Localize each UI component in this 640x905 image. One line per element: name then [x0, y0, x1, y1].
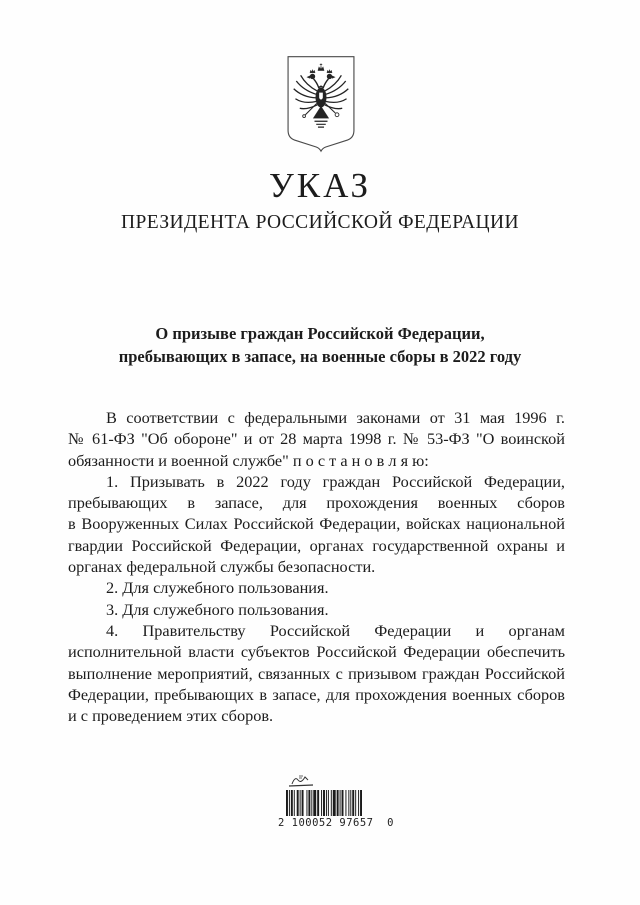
- body-line: 4. Правительству Российской Федерации и органам: [106, 620, 565, 640]
- body-line: 3. Для служебного пользования.: [106, 599, 329, 619]
- body-line: исполнительной власти субъектов Российской Федерации обеспечить: [68, 642, 565, 662]
- barcode-digits: 2 100052 97657 0: [278, 817, 394, 829]
- handwritten-mark-icon: [286, 772, 318, 790]
- body-line: органах федеральной службы безопасности.: [68, 557, 376, 577]
- body-line: В соответствии с федеральными законами от 31 мая 1996 г.: [106, 408, 565, 427]
- body-line: № 61-ФЗ "Об обороне" и от 28 марта 1998 г. № 53-ФЗ "О воинской: [68, 429, 565, 449]
- body-line: пребывающих в запасе, для прохождения военных сборов: [68, 493, 565, 513]
- body-line: и с проведением этих сборов.: [68, 706, 274, 726]
- body-line: 1. Призывать в 2022 году граждан Российской Федерации,: [106, 471, 565, 491]
- barcode-block: [278, 772, 394, 829]
- body-line: в Вооруженных Силах Российской Федерации, войсках национальной: [68, 514, 565, 534]
- body-line: выполнение мероприятий, связанных с призывом граждан Российской: [68, 663, 565, 683]
- body-line: гвардии Российской Федерации, органах государственной охраны и: [68, 535, 565, 555]
- coat-of-arms-icon: [282, 54, 360, 153]
- decree-issuer-line: ПРЕЗИДЕНТА РОССИЙСКОЙ ФЕДЕРАЦИИ: [121, 212, 519, 233]
- russian-coat-of-arms: [282, 54, 360, 153]
- subject-line-2: пребывающих в запасе, на военные сборы в 2022 году: [118, 347, 522, 366]
- decree-title: УКАЗ: [268, 166, 372, 205]
- decree-subject: [70, 322, 570, 368]
- subject-line-1: О призыве граждан Российской Федерации,: [155, 324, 485, 343]
- barcode: [286, 790, 362, 816]
- body-line: обязанности и военной службе" п о с т а н о в л я ю:: [68, 450, 429, 470]
- decree-body: [68, 407, 565, 726]
- body-line: 2. Для служебного пользования.: [106, 578, 329, 598]
- body-line: Федерации, пребывающих в запасе, для прохождения военных сборов: [68, 684, 565, 704]
